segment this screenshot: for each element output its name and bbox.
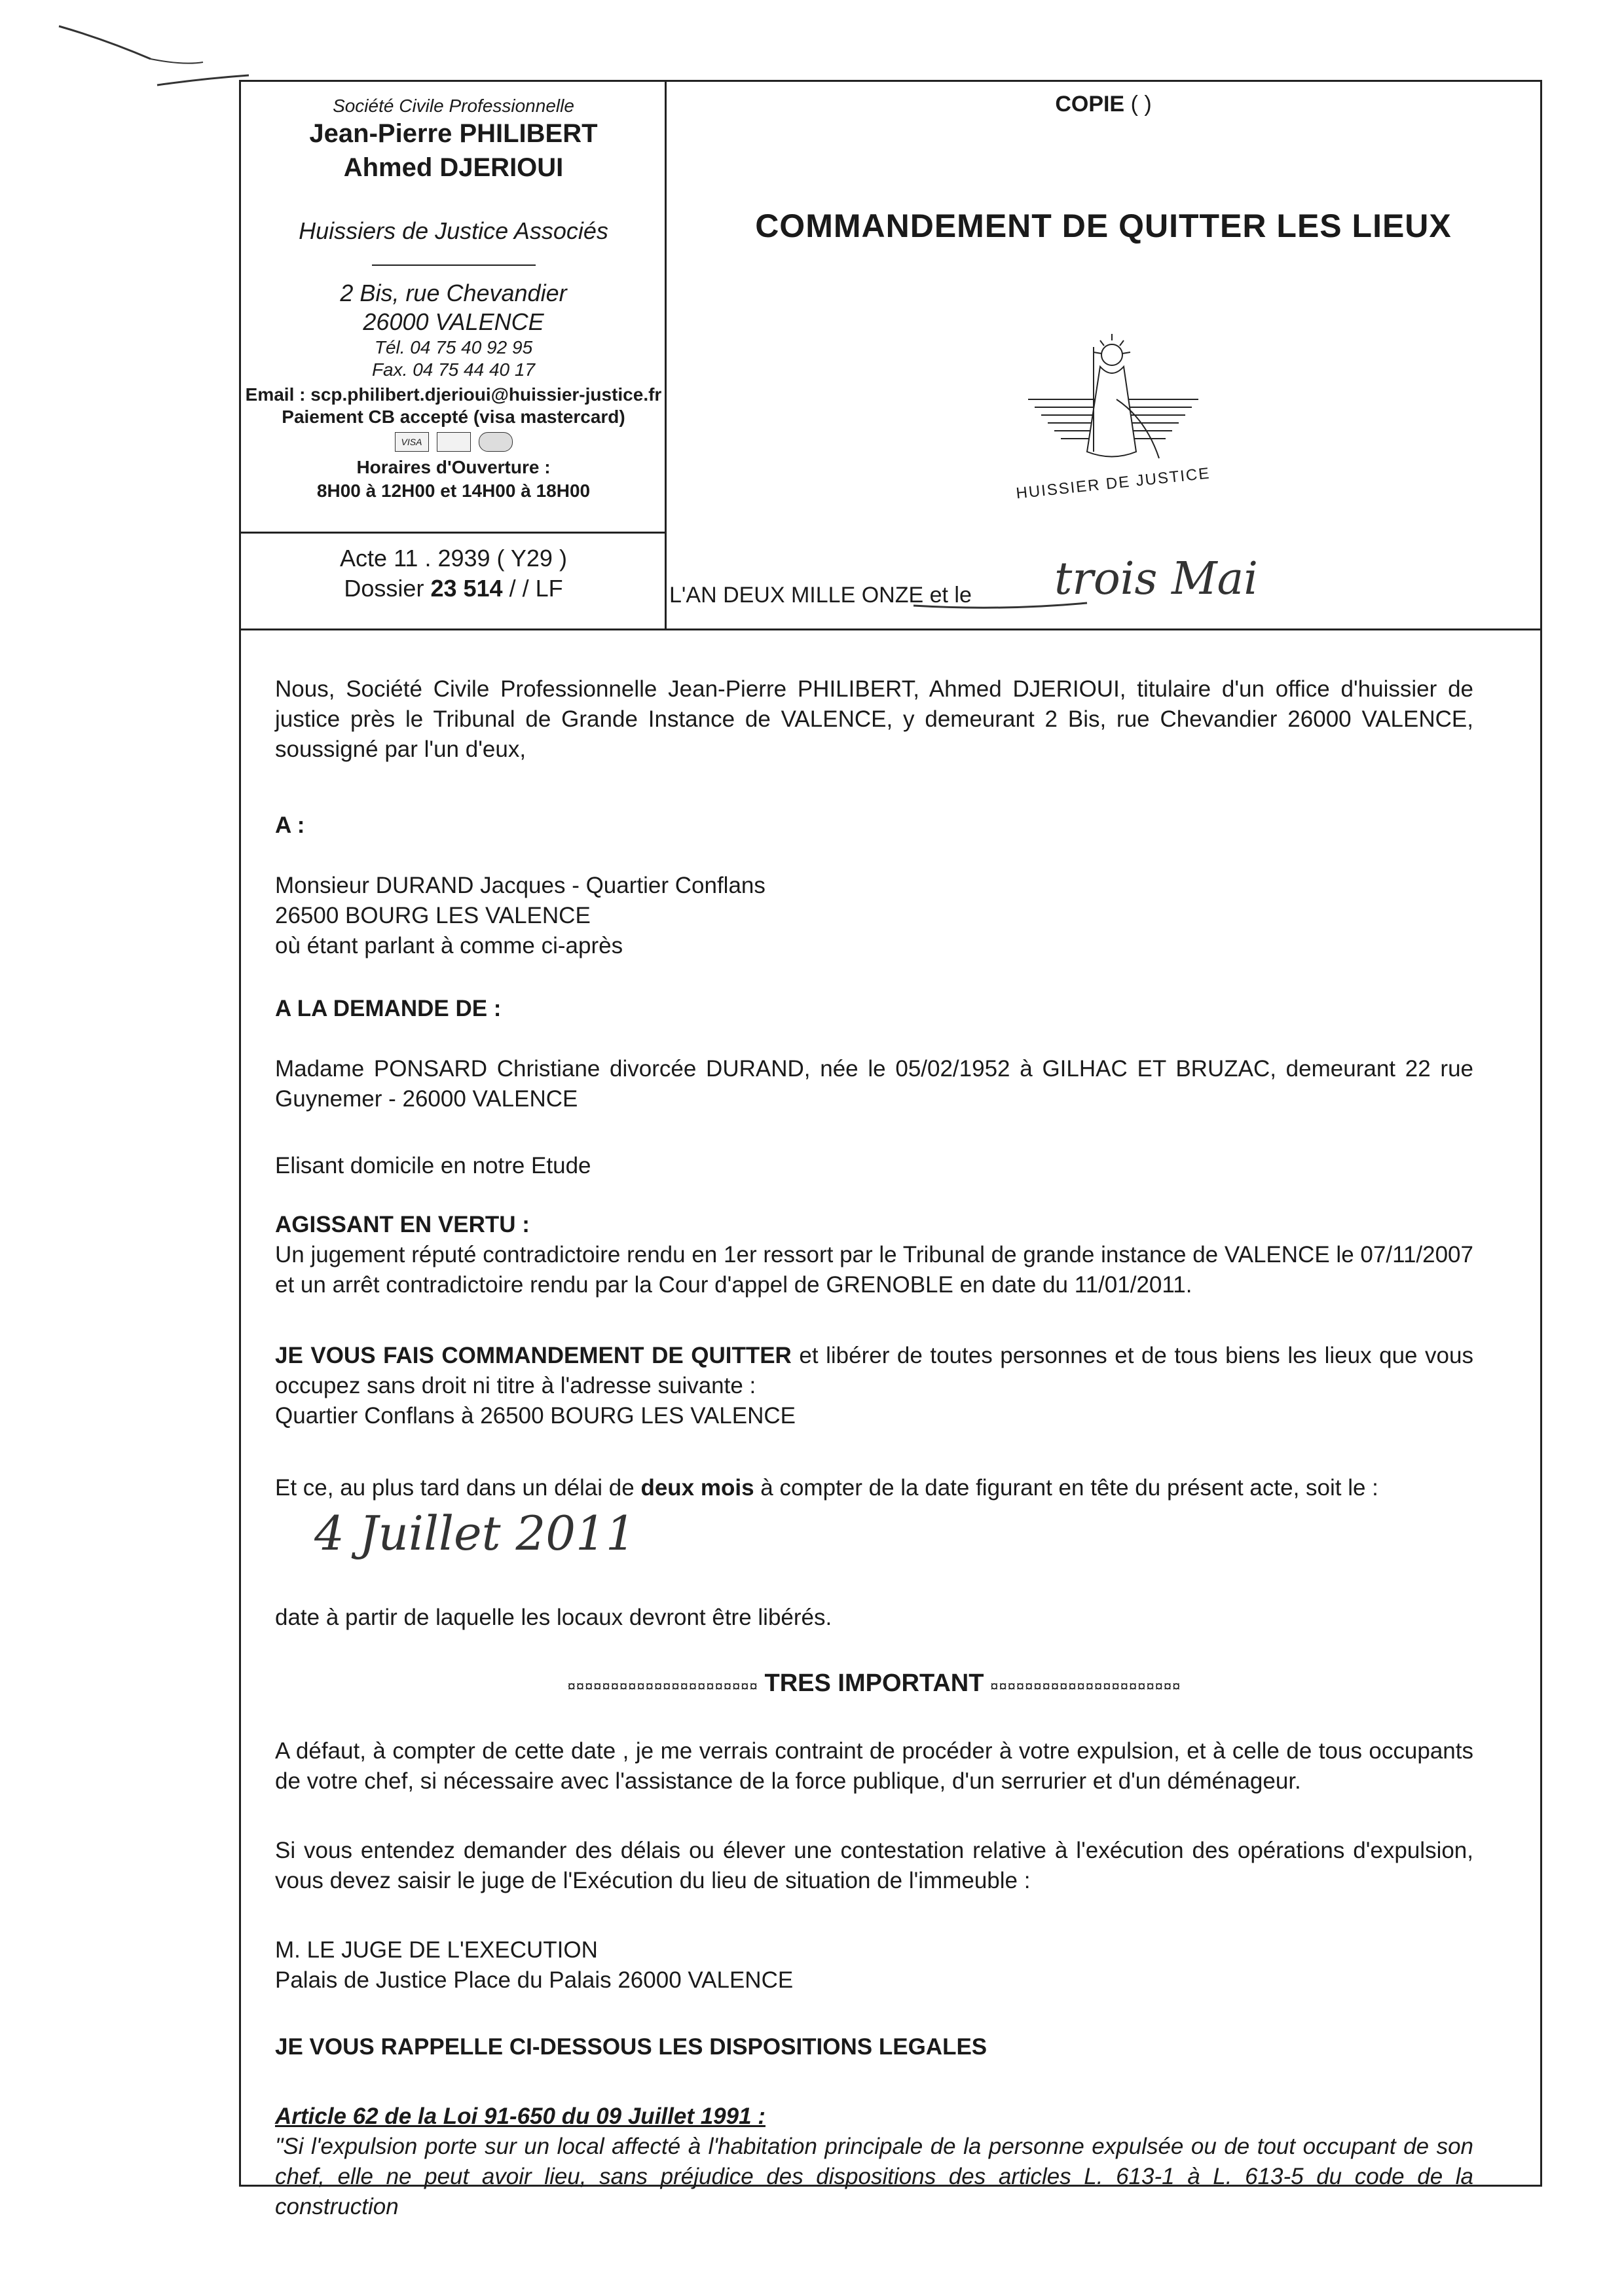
recipient-line-2: 26500 BOURG LES VALENCE xyxy=(275,903,591,928)
acte-block xyxy=(242,543,665,604)
hours-label: Horaires d'Ouverture : xyxy=(356,457,551,477)
firm-header xyxy=(242,92,665,503)
credit-card-icon xyxy=(437,432,471,452)
header-divider-horizontal-left xyxy=(239,532,665,534)
huissier-logo xyxy=(995,321,1231,511)
vertu-label: AGISSANT EN VERTU : xyxy=(275,1212,530,1237)
acte-number: Acte 11 . 2939 ( Y29 ) xyxy=(340,545,567,572)
separator xyxy=(372,264,536,266)
pen-marks xyxy=(52,13,262,92)
stars-left: ¤¤¤¤¤¤¤¤¤¤¤¤¤¤¤¤¤¤¤¤¤¤ xyxy=(567,1678,758,1694)
commandement-bold: JE VOUS FAIS COMMANDEMENT DE QUITTER xyxy=(275,1343,792,1368)
demande-section xyxy=(275,994,1473,1024)
a-label: A : xyxy=(275,812,305,838)
contestation-paragraph: Si vous entendez demander des délais ou élever une contestation relative à l'exécution des opérations d'expulsion, vous devez saisir le juge de l'Exécution du lieu de situation de l'immeuble : xyxy=(275,1838,1473,1893)
city-address: 26000 VALENCE xyxy=(363,308,544,335)
visa-card-icon: VISA xyxy=(395,432,429,452)
intro-paragraph: Nous, Société Civile Professionnelle Jean-Pierre PHILIBERT, Ahmed DJERIOUI, titulaire d'un office d'huissier de justice près le Tribunal de Grande Instance de VALENCE, y demeurant 2 Bis, rue Chevandier 26000 VALENCE, soussigné par l'un d'eux, xyxy=(275,676,1473,762)
dossier-line xyxy=(242,574,665,604)
document-title: COMMANDEMENT DE QUITTER LES LIEUX xyxy=(755,208,1452,244)
email-address: Email : scp.philibert.djerioui@huissier-justice.fr xyxy=(245,384,662,405)
vertu-text: Un jugement réputé contradictoire rendu en 1er ressort par le Tribunal de grande instance de VALENCE le 07/11/2007 et un arrêt contradictoire rendu par la Cour d'appel de GRENOBLE en date du 11/01/2011. xyxy=(275,1242,1473,1298)
partner-name-1: Jean-Pierre PHILIBERT xyxy=(309,119,598,148)
vertu-section xyxy=(275,1210,1473,1300)
partner-name-2: Ahmed DJERIOUI xyxy=(343,153,564,182)
firm-type: Société Civile Professionnelle xyxy=(333,96,574,116)
dossier-label: Dossier xyxy=(344,575,424,602)
juge-line-2: Palais de Justice Place du Palais 26000 VALENCE xyxy=(275,1967,794,1993)
defaut-paragraph: A défaut, à compter de cette date , je me verrais contraint de procéder à votre expulsion, et à celle de tous occupants de votre chef, si nécessaire avec l'assistance de la force publique, d'un serrurier et d'un déménageur. xyxy=(275,1738,1473,1794)
phone-number: Tél. 04 75 40 92 95 xyxy=(374,337,533,357)
stars-right: ¤¤¤¤¤¤¤¤¤¤¤¤¤¤¤¤¤¤¤¤¤¤ xyxy=(990,1678,1181,1694)
opening-hours: 8H00 à 12H00 et 14H00 à 18H00 xyxy=(316,481,591,501)
recipient-line-3: où étant parlant à comme ci-après xyxy=(275,933,623,958)
article-section xyxy=(275,2102,1473,2222)
profession: Huissiers de Justice Associés xyxy=(299,217,608,244)
copie-label: COPIE ( ) xyxy=(1055,92,1152,117)
payment-cards xyxy=(242,432,665,452)
header-divider-vertical xyxy=(665,80,667,629)
recipient-address xyxy=(275,871,1473,961)
logo-caption: HUISSIER DE JUSTICE xyxy=(1015,464,1211,503)
mastercard-icon xyxy=(479,432,513,452)
juge-line-1: M. LE JUGE DE L'EXECUTION xyxy=(275,1937,598,1963)
handwriting-stroke xyxy=(910,599,1094,612)
occupied-address: Quartier Conflans à 26500 BOURG LES VALENCE xyxy=(275,1403,796,1429)
domicile-line: Elisant domicile en notre Etude xyxy=(275,1153,591,1178)
demandeur-paragraph: Madame PONSARD Christiane divorcée DURAND, née le 05/02/1952 à GILHAC ET BRUZAC, demeurant 22 rue Guynemer - 26000 VALENCE xyxy=(275,1056,1473,1112)
important-label: TRES IMPORTANT xyxy=(764,1669,984,1697)
handwritten-date: trois Mai xyxy=(1054,553,1258,605)
commandement-paragraph xyxy=(275,1341,1473,1431)
recipient-line-1: Monsieur DURAND Jacques - Quartier Conflans xyxy=(275,873,766,898)
handwritten-deadline: 4 Juillet 2011 xyxy=(314,1506,636,1561)
commandement-text: et libérer de toutes personnes et de tous biens les lieux que vous occupez sans droit ni titre à l'adresse suivante : xyxy=(275,1343,1473,1398)
delai-bold: deux mois xyxy=(640,1475,754,1501)
delai-paragraph: Et ce, au plus tard dans un délai de deux mois à compter de la date figurant en tête du présent acte, soit le : xyxy=(275,1475,1378,1501)
payment-info: Paiement CB accepté (visa mastercard) xyxy=(282,407,625,427)
recipient-section xyxy=(275,811,1473,841)
liberation-line: date à partir de laquelle les locaux devront être libérés. xyxy=(275,1605,832,1630)
article-text: "Si l'expulsion porte sur un local affecté à l'habitation principale de la personne expulsée ou de tout occupant de son chef, elle ne peut avoir lieu, sans préjudice des dispositions des articles L. 613-1 à L. 613-5 du code de la construction xyxy=(275,2134,1473,2219)
dossier-number: 23 514 xyxy=(430,575,503,602)
date-line: L'AN DEUX MILLE ONZE et le xyxy=(669,583,972,608)
dossier-suffix: / / LF xyxy=(502,575,563,602)
header-divider-bottom xyxy=(239,629,1542,630)
juge-address xyxy=(275,1935,1473,1995)
important-banner xyxy=(275,1668,1473,1702)
fax-number: Fax. 04 75 44 40 17 xyxy=(371,359,536,380)
demande-label: A LA DEMANDE DE : xyxy=(275,996,502,1021)
rappel-heading: JE VOUS RAPPELLE CI-DESSOUS LES DISPOSITIONS LEGALES xyxy=(275,2034,987,2060)
street-address: 2 Bis, rue Chevandier xyxy=(340,280,567,306)
article-title: Article 62 de la Loi 91-650 du 09 Juillet 1991 : xyxy=(275,2104,766,2129)
